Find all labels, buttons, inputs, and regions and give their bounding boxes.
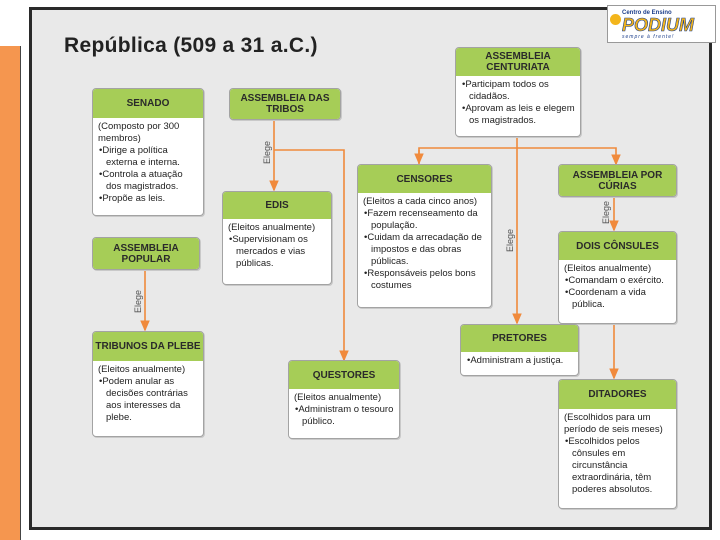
box-note: (Eleitos anualmente)	[294, 392, 382, 403]
box-bullet: • Administram a justiça.	[466, 355, 573, 367]
box-ditadores	[558, 379, 677, 509]
box-bullet: • Coordenam a vida pública.	[564, 287, 671, 311]
box-bullet: • Propõe as leis.	[98, 193, 198, 205]
box-bullet: • Administram o tesouro público.	[294, 404, 394, 428]
box-head: SENADO	[93, 89, 203, 118]
box-note: (Composto por 300 membros)	[98, 121, 180, 144]
logo-tagline: sempre à frente!	[622, 34, 675, 40]
box-bullet: • Dirige a política externa e interna.	[98, 145, 198, 169]
box-bullet: • Participam todos os cidadãos.	[461, 79, 575, 103]
box-centuriata	[455, 47, 581, 137]
box-note: (Eleitos anualmente)	[98, 364, 186, 375]
box-bullet: • Aprovam as leis e elegem os magistrados.	[461, 103, 575, 127]
box-bullet: • Supervisionam os mercados e vias públicas.	[228, 234, 326, 270]
box-body	[559, 409, 676, 499]
edge-label-tribos: Elege	[262, 140, 272, 164]
box-consules	[558, 231, 677, 324]
box-body	[456, 76, 580, 130]
box-senado	[92, 88, 204, 216]
edge-label-centuriata: Elege	[505, 228, 515, 252]
box-body	[289, 389, 399, 431]
edge-label-popular: Elege	[133, 289, 143, 313]
box-note: (Escolhidos para um período de seis meses)	[564, 412, 663, 435]
box-note: (Eleitos anualmente)	[564, 263, 652, 274]
box-head: EDIS	[223, 192, 331, 219]
box-censores	[357, 164, 492, 308]
box-head: CENSORES	[358, 165, 491, 193]
box-bullet: • Cuidam da arrecadação de impostos e das obras públicas.	[363, 232, 486, 268]
page-title: República (509 a 31 a.C.)	[64, 34, 318, 57]
box-head: QUESTORES	[289, 361, 399, 389]
logo-main-text: PODIUM	[622, 15, 694, 35]
box-body	[358, 193, 491, 295]
box-bullet: • Fazem recenseamento da população.	[363, 208, 486, 232]
box-popular	[92, 237, 200, 270]
box-head: ASSEMBLEIA DAS TRIBOS	[230, 89, 340, 119]
box-body	[461, 352, 578, 370]
box-body	[559, 260, 676, 314]
box-bullet: • Responsáveis pelos bons costumes	[363, 268, 486, 292]
box-bullet: • Comandam o exército.	[564, 275, 671, 287]
box-head: DOIS CÔNSULES	[559, 232, 676, 260]
box-body	[93, 118, 203, 208]
box-head: TRIBUNOS DA PLEBE	[93, 332, 203, 361]
box-head: ASSEMBLEIA POPULAR	[93, 238, 199, 269]
box-head: ASSEMBLEIA CENTURIATA	[456, 48, 580, 76]
box-body	[93, 361, 203, 427]
box-questores	[288, 360, 400, 439]
box-bullet: • Podem anular as decisões contrárias aos interesses da plebe.	[98, 376, 198, 424]
box-curias	[558, 164, 677, 197]
box-body	[223, 219, 331, 273]
box-bullet: • Controla a atuação dos magistrados.	[98, 169, 198, 193]
logo-small-text: Centro de Ensino	[622, 10, 672, 16]
box-head: PRETORES	[461, 325, 578, 352]
box-edis	[222, 191, 332, 285]
box-pretores	[460, 324, 579, 376]
box-head: DITADORES	[559, 380, 676, 409]
box-tribos	[229, 88, 341, 120]
box-note: (Eleitos a cada cinco anos)	[363, 196, 478, 207]
box-bullet: • Escolhidos pelos cônsules em circunstância extraordinária, têm poderes absolutos.	[564, 436, 671, 496]
box-tribunos	[92, 331, 204, 437]
box-note: (Eleitos anualmente)	[228, 222, 316, 233]
edge-label-curias: Elege	[601, 200, 611, 224]
box-head: ASSEMBLEIA POR CÚRIAS	[559, 165, 676, 196]
